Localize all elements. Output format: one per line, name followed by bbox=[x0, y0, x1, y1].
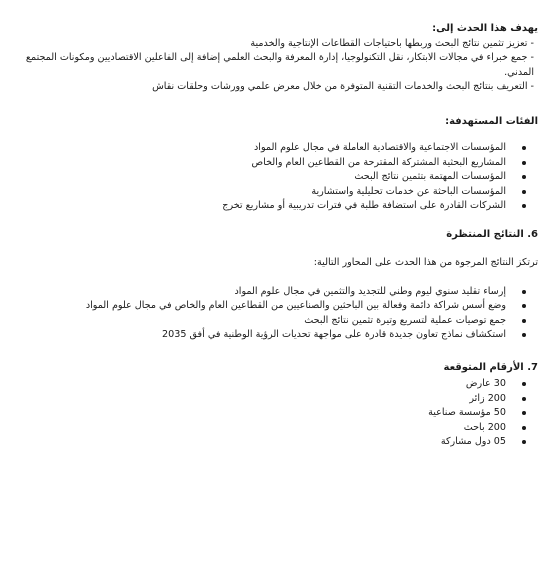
list-item: - تعزيز تثمين نتائج البحث وربطها باحتياجات القطاعات الإنتاجية والخدمية bbox=[250, 37, 534, 49]
figures-list bbox=[14, 377, 538, 450]
list-item: - التعريف بنتائج البحث والخدمات التقنية المتوفرة من خلال معرض علمي وورشات وحلقات نقاش bbox=[152, 81, 534, 92]
section-figures bbox=[14, 361, 538, 450]
results-intro: ترتكز النتائج المرجوة من هذا الحدث على المحاور التالية: bbox=[313, 257, 538, 268]
targets-list bbox=[14, 141, 538, 214]
list-item: 50 مؤسسة صناعية bbox=[14, 406, 538, 421]
list-item: 200 زائر bbox=[14, 392, 538, 407]
goals-heading: يهدف هذا الحدث إلى: bbox=[432, 23, 538, 34]
list-item: الشركات القادرة على استضافة طلبة في فترات تدريبية أو مشاريع تخرج bbox=[14, 199, 538, 214]
list-item: إرساء تقليد سنوي ليوم وطني للتجديد والتثمين في مجال علوم المواد bbox=[14, 285, 538, 300]
list-item: المؤسسات الباحثة عن خدمات تحليلية واستشارية bbox=[14, 185, 538, 200]
list-item: 30 عارض bbox=[14, 377, 538, 392]
goals-list bbox=[14, 37, 538, 95]
targets-heading: الفئات المستهدفة: bbox=[445, 115, 538, 127]
list-item: - جمع خبراء في مجالات الابتكار، نقل التكنولوجيا، إدارة المعرفة والبحث العلمي إضافة إلى الفاعلين الاقتصاديين ومكونات المجتمع المدني. bbox=[25, 52, 534, 78]
list-item: استكشاف نماذج تعاون جديدة قادرة على مواجهة تحديات الرؤية الوطنية في أفق 2035 bbox=[14, 328, 538, 343]
section-results bbox=[14, 228, 538, 343]
list-item: المشاريع البحثية المشتركة المقترحة من القطاعين العام والخاص bbox=[14, 156, 538, 171]
results-list bbox=[14, 285, 538, 343]
section-targets bbox=[14, 115, 538, 214]
list-item: المؤسسات الاجتماعية والاقتصادية العاملة في مجال علوم المواد bbox=[14, 141, 538, 156]
list-item: وضع أسس شراكة دائمة وفعالة بين الباحثين والصناعيين من القطاعين العام والخاص في مجال علوم المواد bbox=[14, 299, 538, 314]
list-item: 05 دول مشاركة bbox=[14, 435, 538, 450]
figures-heading: 7. الأرقام المتوقعة bbox=[443, 361, 538, 373]
results-heading: 6. النتائج المنتظرة bbox=[446, 228, 538, 240]
list-item: جمع توصيات عملية لتسريع وتيرة تثمين نتائج البحث bbox=[14, 314, 538, 329]
section-goals bbox=[14, 22, 538, 95]
list-item: 200 باحث bbox=[14, 421, 538, 436]
list-item: المؤسسات المهتمة بتثمين نتائج البحث bbox=[14, 170, 538, 185]
